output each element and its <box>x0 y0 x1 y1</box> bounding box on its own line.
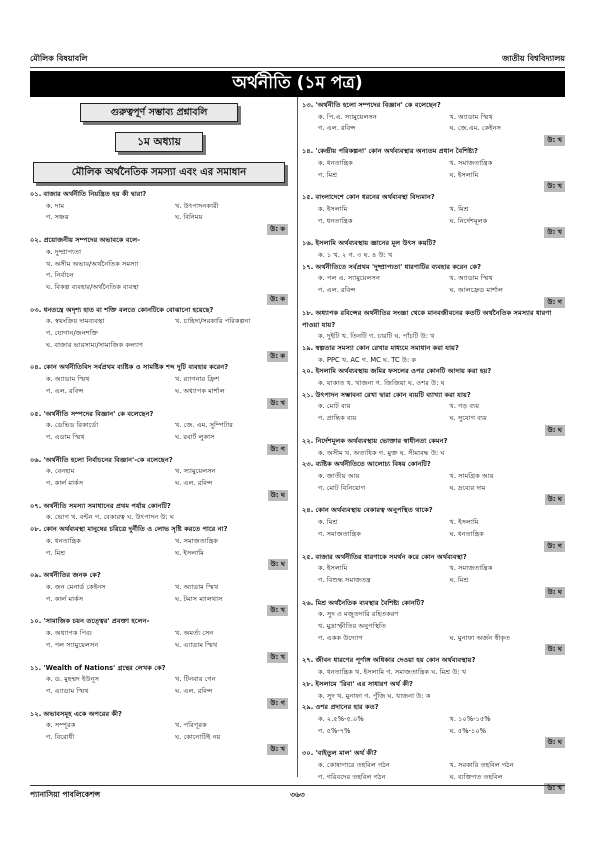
answer-key-row <box>302 737 565 748</box>
answer-option: ক. বেনহাম <box>46 467 75 476</box>
answer-option: খ. সমাজতান্ত্রিক <box>449 158 493 167</box>
question-text: ১০. 'সামাজিক চয়ন তত্ত্বের' প্রবক্তা হলেন- <box>30 617 150 626</box>
question-text: ০৭. অর্থনীতি সমস্যা সমাধানের প্রথম পর্যায় কোনটি? <box>30 501 171 510</box>
answer-key: উ: ঘ <box>545 644 565 655</box>
answer-option: ঘ. বাজার ভারসাম্য/সামাজিক কল্যাণ <box>46 340 143 349</box>
answer-key: উ: গ <box>544 541 565 552</box>
answer-option: ক. ধনতান্ত্রিক <box>46 536 81 545</box>
answer-option: ক. অসীম খ. অত্যধিক গ. মুক্ত ঘ. সীমাবদ্ধ উ: ঘ <box>318 448 445 457</box>
answer-option: ঘ. টমাস ম্যালথাস <box>175 594 223 603</box>
answer-option: ক. জাতীয় আয় <box>318 471 360 480</box>
answer-key-row <box>302 181 565 192</box>
question-text: ২৮. ইসলামে 'রিবা' এর সাধারণ অর্থ কী? <box>302 679 413 688</box>
answer-option: ক. অধ্যাপক পিগু <box>46 629 93 638</box>
answer-option: খ. উৎপাদনকারী <box>175 201 219 210</box>
answer-key: উ: গ <box>544 297 565 308</box>
answer-key: উ: ঘ <box>268 559 288 570</box>
answer-option: ক. দুইটি খ. তিনটি গ. চারটি ঘ. পাঁচটি উ: খ <box>318 332 435 341</box>
answer-option: ক. ২.৫%-৫.০% <box>318 714 364 723</box>
question-text: ২৭. জীবন ধারণের পূর্ণাঙ্গ অধিকার দেওয়া হয় কোন অর্থব্যবস্থায়? <box>302 656 476 665</box>
option-group <box>30 316 288 328</box>
option-group <box>302 760 565 783</box>
right-question-list <box>302 100 565 794</box>
question-text: ০৩. ধনতন্ত্রে অদৃশ্য হাত বা শক্তি বলতে কোনটিকে বোঝানো হয়েছে? <box>30 305 214 314</box>
answer-option: গ. সমাজতান্ত্রিক <box>318 529 361 538</box>
answer-key-row <box>30 605 288 616</box>
page-number: ৩৬৩ <box>290 790 305 799</box>
section-heading-box: গুরুত্বপূর্ণ সম্ভাব্য প্রশ্নাবলি <box>80 103 238 122</box>
option-group <box>302 273 565 296</box>
answer-key: উ: ঘ <box>545 425 565 436</box>
answer-option: ঘ. নির্দেশমূলক <box>449 216 488 225</box>
answer-option: গ. এল. রবিন্স <box>318 124 356 133</box>
answer-option: ক. জন মেনার্ড কেইনস <box>46 582 106 591</box>
answer-key: উ: খ <box>267 398 288 409</box>
answer-key-row <box>30 398 288 409</box>
answer-option: ঘ. ইসলামি <box>449 170 479 179</box>
answer-key: উ: খ <box>544 783 565 794</box>
question-text: ২৪. কোন অর্থব্যবস্থায় বেকারত্ব অনুপস্থিত থাকে? <box>302 506 433 515</box>
question-text: ১৭. অর্থনীতিতে সর্বপ্রথম 'দুষ্প্রাপ্যতা' ধারণাটির ব্যবহার করেন কে? <box>302 262 482 271</box>
right-column <box>302 100 565 794</box>
answer-option: ঘ. এল. রবিন্স <box>175 479 213 488</box>
answer-option: খ. ইসলামি <box>449 518 479 527</box>
question-text: ০৪. কোন অর্থনীতিবিদ সর্বপ্রথম ব্যষ্টিক ও সামষ্টিক শব্দ দুটি ব্যবহার করেন? <box>30 363 229 372</box>
answer-option: ঘ. জে.এম. কেইনস <box>449 124 502 133</box>
answer-key-row <box>302 644 565 655</box>
answer-key-row <box>30 744 288 755</box>
answer-option: খ. সমাজতান্ত্রিক <box>449 564 493 573</box>
answer-option: ক. ধনতান্ত্রিক খ. ইসলামি গ. সমাজতান্ত্রিক ঘ. মিশ্র উ: খ <box>318 668 467 677</box>
answer-key-row <box>302 227 565 238</box>
option-group <box>302 714 565 737</box>
answer-key: উ: খ <box>544 181 565 192</box>
answer-option: গ. এ্যাডাম স্মিথ <box>46 686 89 695</box>
question-text: ২০. ইসলামি অর্থব্যবস্থায় জমির ফসলের ওপর কোনটি আদায় করা হয়? <box>302 367 492 376</box>
answer-key: উ: গ <box>267 698 288 709</box>
answer-option: গ. কার্ল মার্কস <box>46 594 84 603</box>
answer-option: ক. ধনতান্ত্রিক <box>318 158 353 167</box>
answer-option: গ. ৫%-৭% <box>318 726 351 735</box>
answer-key-row <box>30 224 288 235</box>
answer-option: খ. টিনবার গেন <box>175 675 216 684</box>
answer-option: ঘ. ব্যক্তিগত তহবিল <box>449 772 503 781</box>
answer-option: ঘ. ইসলামি <box>175 548 204 557</box>
answer-option: ক. ডেভিড রিকার্ডো <box>46 421 99 430</box>
answer-option: খ. ১০%-১৫% <box>449 714 491 723</box>
answer-option: ঘ. কোনোটিই নয় <box>175 733 221 742</box>
answer-option: খ. স্যামুয়েলসন <box>175 467 216 476</box>
question-text: ২৬. মিশ্র অর্থনৈতিক ব্যবস্থার বৈশিষ্ট্য কোনটি? <box>302 598 425 607</box>
chapter-heading-box: ১ম অধ্যায় <box>115 132 203 152</box>
answer-option: ক. ইসলামি <box>318 204 348 213</box>
option-group <box>30 201 288 224</box>
answer-option: গ. বিরোধী <box>46 733 75 742</box>
answer-option: খ. সরকারি তহবিল গঠন <box>449 761 514 770</box>
answer-key-row <box>30 444 288 455</box>
answer-option: খ. চাহিদা/সরকারি পরিকল্পনা <box>175 317 251 326</box>
topic-heading-box: মৌলিক অর্থনৈতিক সমস্যা এবং এর সমাধান <box>33 162 285 183</box>
answer-key: উ: ঘ <box>545 587 565 598</box>
answer-option: ক. ভোগ খ. বন্টন গ. বেকারত্ব ঘ. উৎপাদন উ: ঘ <box>46 513 175 522</box>
answer-key: উ: ঘ <box>545 737 565 748</box>
answer-key: উ: ক <box>267 294 288 305</box>
answer-option: গ. মিশ্র <box>46 548 66 557</box>
answer-option: খ. র‍্যাগনার ফ্রিশ <box>175 375 220 384</box>
answer-key-row <box>30 351 288 362</box>
answer-option: ঘ. অধ্যাপক মার্শাল <box>175 386 225 395</box>
option-group <box>30 536 288 559</box>
question-text: ২২. নির্দেশমূলক অর্থব্যবস্থায় ভোক্তার স্বাধীনতা কেমন? <box>302 436 448 445</box>
answer-key-row <box>30 294 288 305</box>
question-text: ২১. উৎপাদন সম্ভাবনা রেখা দ্বারা কোন ব্যয়টি ব্যাখ্যা করা যায়? <box>302 390 471 399</box>
page-footer <box>30 785 565 802</box>
answer-key: উ: খ <box>267 744 288 755</box>
answer-option: ক. ১ খ. ২ গ. ৩ ঘ. ৪ উ: খ <box>318 251 393 260</box>
answer-option: ক. PPC খ. AC গ. MC ঘ. TC উ: ক <box>318 355 417 364</box>
header-left-text: মৌলিক বিষয়াবলি <box>30 53 88 63</box>
publisher-name: প্যানাসিয়া পাবলিকেশন্স <box>30 790 101 799</box>
option-group <box>302 633 565 645</box>
option-group <box>30 582 288 605</box>
option-group <box>30 674 288 697</box>
answer-option: ক. পি.এ. স্যামুয়েলসন <box>318 112 377 121</box>
answer-option: গ. এল. রবিন্স <box>46 386 84 395</box>
answer-option: গ. সঞ্চয় <box>46 213 69 222</box>
answer-option: খ. অ্যাডাম স্মিথ <box>449 112 493 121</box>
answer-option: ক. সুদ খ. মুনাফা গ. পুঁজি ঘ. খাজনা উ: ক <box>318 691 431 700</box>
option-group <box>302 471 565 494</box>
answer-key-row <box>30 559 288 570</box>
page-title: অর্থনীতি (১ম পত্র) <box>30 71 565 97</box>
answer-key: উ: ক <box>267 351 288 362</box>
option-group <box>302 401 565 424</box>
answer-key: উ: ঘ <box>268 490 288 501</box>
question-text: ১৫. বাংলাদেশে কোন ধরনের অর্থব্যবস্থা বিদ্যমান? <box>302 193 435 202</box>
answer-option: ঘ. এল. রবিন্স <box>175 686 213 695</box>
answer-option: খ. গড় ব্যয় <box>449 402 480 411</box>
answer-option: ক. স্বয়ংক্রিয় দামব্যবস্থা <box>46 317 105 326</box>
question-text: ১৬. ইসলামি অর্থব্যবস্থায় জ্ঞানের মূল উৎস কয়টি? <box>302 239 437 248</box>
answer-key: উ: ক <box>267 224 288 235</box>
answer-option: ঘ. ধনতান্ত্রিক <box>449 529 484 538</box>
answer-key-row <box>302 587 565 598</box>
question-text: ১৮. অধ্যাপক রবিন্সের অর্থনীতির সংজ্ঞা থেকে মানবজীবনের কতটি অর্থনৈতিক সমস্যার ধারণা পাওয়া যায়? <box>302 308 552 329</box>
answer-option: ক. পল এ. স্যামুয়েলসন <box>318 274 380 283</box>
answer-key-row <box>302 541 565 552</box>
option-group <box>302 517 565 540</box>
answer-key: উ: ঘ <box>545 494 565 505</box>
answer-option: ক. দুষ্প্রাপ্যতা <box>46 247 82 256</box>
question-text: ২৩. ব্যষ্টিক অর্থনীতিতে আলোচ্য বিষয় কোনটি? <box>302 460 431 469</box>
answer-option: গ. যোগান/জনশক্তি <box>46 329 99 338</box>
question-text: ১২. অভাবসমূহ একে অপরের কী? <box>30 709 122 718</box>
left-column <box>30 100 288 755</box>
answer-option: ঘ. মুনাফা অর্জন স্বীকৃত <box>449 633 511 642</box>
answer-option: খ. অমর্ত্য সেন <box>175 629 214 638</box>
answer-option: গ. এডাম স্মিথ <box>46 432 85 441</box>
answer-option: ক. সম্পূরক <box>46 721 76 730</box>
answer-option: ক. কোষাগারে তহবিল গঠন <box>318 761 390 770</box>
answer-option: গ. নির্বাচন <box>46 271 74 280</box>
question-text: ১৩. 'অর্থনীতি হলো সম্পদের বিজ্ঞান' কে বলেছেন? <box>302 101 441 109</box>
answer-key: উ: খ <box>267 652 288 663</box>
option-group <box>302 563 565 586</box>
answer-option: খ. সমাজতান্ত্রিক <box>175 536 218 545</box>
answer-option: ঘ. দ্রব্যের দাম <box>449 483 486 492</box>
question-text: ০৯. অর্থনীতির জনক কে? <box>30 571 101 580</box>
answer-option: ক. ড. মুহম্মদ ইউনূস <box>46 675 100 684</box>
answer-option: গ. বিশুদ্ধ সমাজতন্ত্র <box>318 575 371 584</box>
answer-option: ঘ. বিকল্প ব্যবহার/অর্থনৈতিক ব্যবস্থা <box>46 282 139 291</box>
answer-option: খ. অ্যাডাম স্মিথ <box>175 582 219 591</box>
header-right-text: জাতীয় বিশ্ববিদ্যালয় <box>502 53 565 63</box>
answer-option: খ. মিশ্র <box>449 204 469 213</box>
option-group <box>30 374 288 397</box>
answer-key-row <box>302 494 565 505</box>
answer-key-row <box>30 490 288 501</box>
option-group <box>30 628 288 651</box>
answer-option: গ. এল. রবিন্স <box>318 286 356 295</box>
option-group <box>302 112 565 135</box>
answer-key-row <box>302 297 565 308</box>
answer-option: ক. মিশ্র <box>318 518 338 527</box>
answer-option: ক. সুদ ও মজুতদারি রহিতকরণ <box>318 610 399 619</box>
question-text: ০৬. 'অর্থনীতি হলো নির্বাচনের বিজ্ঞান'-কে বলেছেন? <box>30 455 173 464</box>
left-question-list <box>30 189 288 755</box>
answer-option: খ. সামগ্রিক আয় <box>449 471 494 480</box>
question-text: ০১. বাজার অর্থনীতি নিয়ন্ত্রিত হয় কী দ্বারা? <box>30 190 147 198</box>
answer-option: ক. ইসলামি <box>318 564 348 573</box>
answer-option: গ. মিশ্র <box>318 170 338 179</box>
answer-option: ক. মোট ব্যয় <box>318 402 351 411</box>
answer-option: খ. জে. এম. সুম্পিটার <box>175 421 233 430</box>
question-text: ২৫. বাজার অর্থনীতির ধারণাকে সমর্থন করে কোন অর্থব্যবস্থা? <box>302 552 467 561</box>
answer-option: গ. পল স্যামুয়েলসন <box>46 640 99 649</box>
answer-option: ঘ. মিশ্র <box>449 575 469 584</box>
question-text: ০২. প্রয়োজনীয় সম্পদের অভাবকে বলে- <box>30 236 140 245</box>
question-text: ৩০. 'বাইতুল মাল' অর্থ কী? <box>302 749 378 758</box>
answer-key-row <box>302 135 565 146</box>
question-text: ১৯. স্বল্পতার সমস্যা কোন রেখার মাধ্যমে সমাধান করা যায়? <box>302 343 459 352</box>
answer-option: গ. কার্ল মার্কস <box>46 479 84 488</box>
answer-option: খ. অ্যাডাম স্মিথ <box>449 274 493 283</box>
answer-option: গ. ধনতান্ত্রিক <box>318 216 353 225</box>
answer-option: ঘ. রবার্ট লুকাস <box>175 432 215 441</box>
option-group <box>302 204 565 227</box>
question-text: ০৫. 'অর্থনীতি সম্পদের বিজ্ঞান' কে বলেছেন? <box>30 409 154 418</box>
answer-option: গ. একক উদ্যোগ <box>318 633 363 642</box>
answer-key-row <box>302 425 565 436</box>
answer-option: ক. অ্যাডাম স্মিথ <box>46 375 90 384</box>
answer-key: উ: খ <box>544 135 565 146</box>
answer-key: উ: গ <box>267 444 288 455</box>
answer-option: খ. অসীম অভাব/অর্থনৈতিক সমস্যা <box>46 259 139 268</box>
option-group <box>30 720 288 743</box>
answer-option: খ. মুদ্রাস্ফীতির অনুপস্থিতি <box>318 622 386 631</box>
answer-option: ঘ. আলফ্রেড মার্শাল <box>449 286 503 295</box>
answer-option: ঘ. সুযোগ ব্যয় <box>449 414 487 423</box>
answer-option: ক. দাম <box>46 201 65 210</box>
answer-option: ঘ. এ্যাডাম স্মিথ <box>175 640 218 649</box>
answer-option: ঘ. বিনিময় <box>175 213 203 222</box>
question-text: ১১. 'Wealth of Nations' গ্রন্থের লেখক কে? <box>30 663 166 672</box>
answer-option: গ. গরিবদের তহবিল গঠন <box>318 772 386 781</box>
column-divider <box>297 97 298 777</box>
question-text: ০৮. কোন অর্থব্যবস্থা মানুষের চরিত্রে দুর্নীতি ও লোভ সৃষ্টি করতে পারে না? <box>30 525 228 534</box>
question-text: ২৯. ওশর প্রদানের হার কত? <box>302 703 379 712</box>
answer-key-row <box>30 652 288 663</box>
answer-key: উ: খ <box>544 227 565 238</box>
running-header <box>30 51 565 68</box>
answer-option: গ. মোট বিনিয়োগ <box>318 483 366 492</box>
answer-option: গ. প্রান্তিক ব্যয় <box>318 414 357 423</box>
answer-key: উ: খ <box>267 605 288 616</box>
option-group <box>30 466 288 489</box>
option-group <box>30 420 288 443</box>
question-text: ১৪. 'কেন্দ্রীয় পরিকল্পনা' কোন অর্থব্যবস্থার অন্যতম প্রধান বৈশিষ্ট্য? <box>302 147 478 156</box>
answer-option: খ. পরিপূরক <box>175 721 207 730</box>
answer-option: ঘ. ৫%-১০% <box>449 726 487 735</box>
option-group <box>302 158 565 181</box>
answer-key-row <box>30 698 288 709</box>
answer-option: ক. যাকাত খ. খাজনা গ. জিজিয়া ঘ. ওশর উ: ঘ <box>318 379 445 388</box>
